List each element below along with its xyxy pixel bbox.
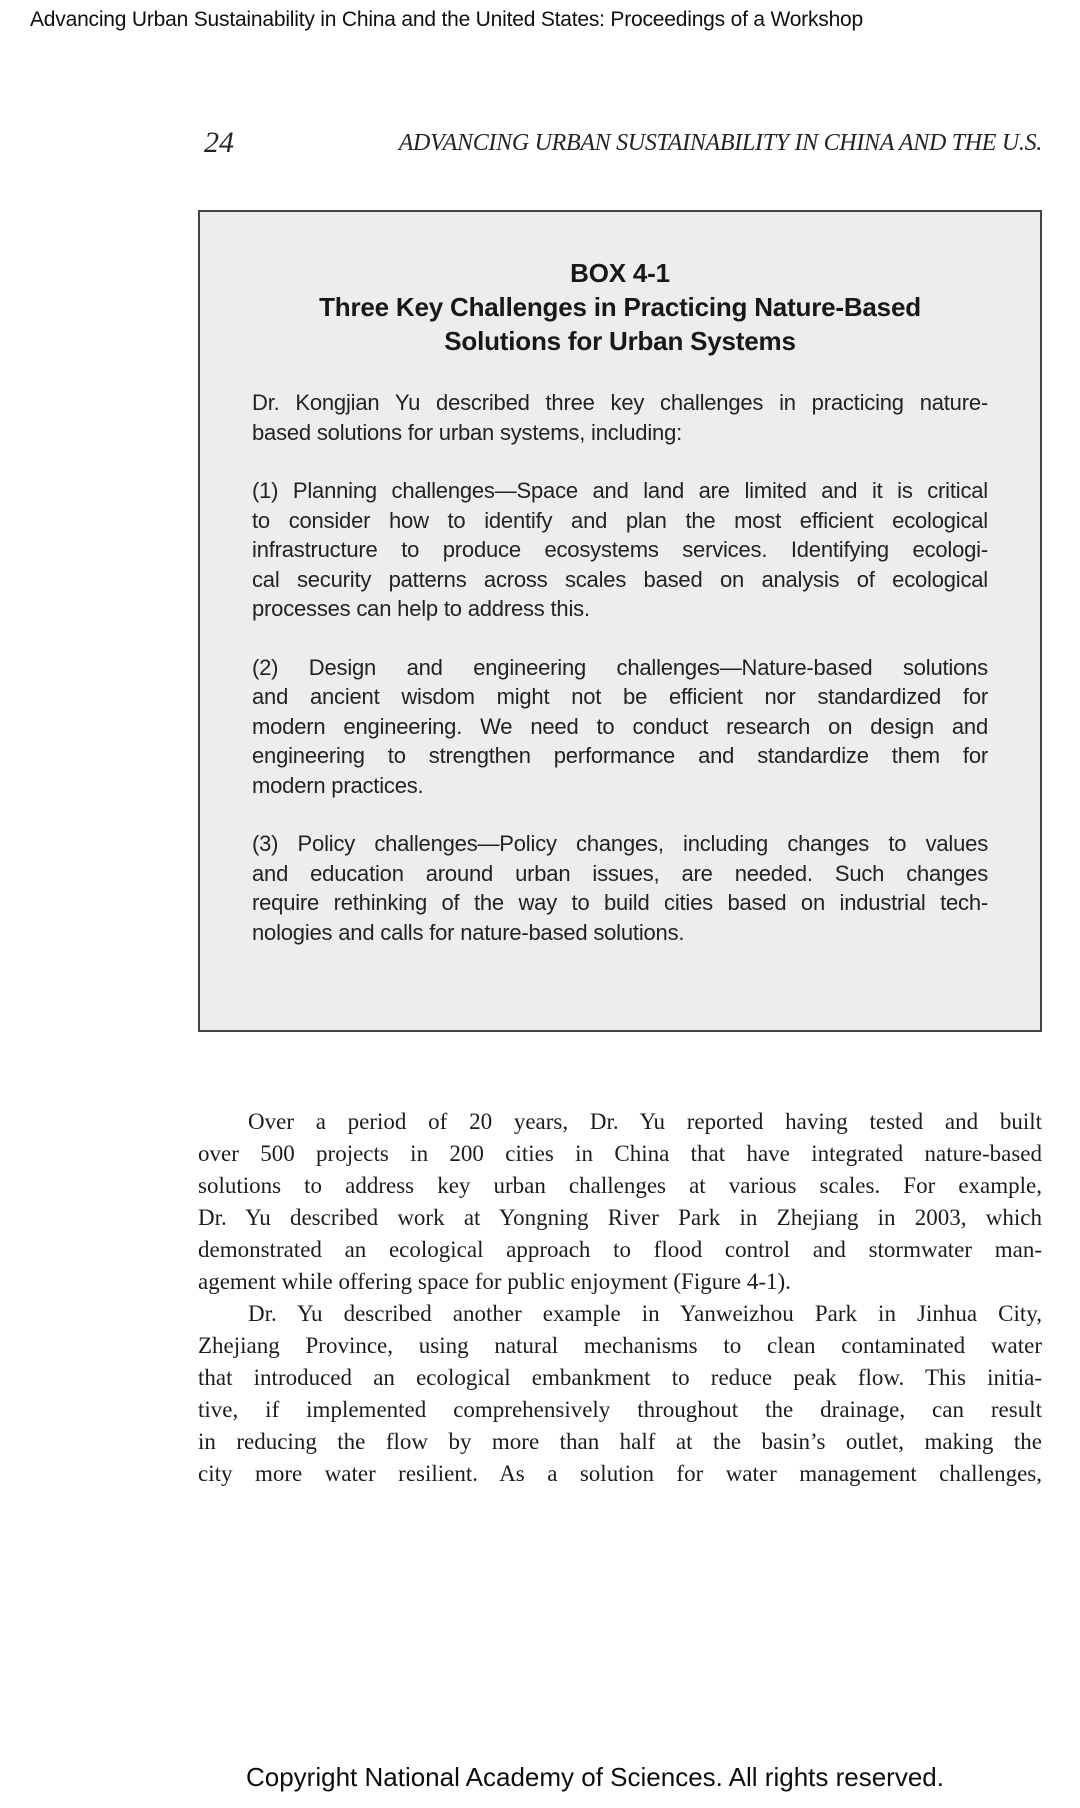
text-line: Dr. Kongjian Yu described three key challenges in practicing nature- bbox=[252, 390, 988, 415]
text-line: and education around urban issues, are needed. Such changes bbox=[252, 860, 988, 886]
text-line: Zhejiang Province, using natural mechanisms to clean contaminated water bbox=[198, 1333, 1042, 1358]
page-number: 24 bbox=[204, 126, 234, 159]
text-line: engineering to strengthen performance and standardize them for bbox=[252, 743, 988, 768]
text-line: and ancient wisdom might not be efficient nor standardized for bbox=[252, 684, 988, 709]
text-line: (2) Design and engineering challenges—Nature-based solutions bbox=[252, 654, 988, 680]
text-line: (1) Planning challenges—Space and land are limited and it is critical bbox=[252, 478, 988, 503]
text-line: demonstrated an ecological approach to flood control and stormwater man- bbox=[198, 1237, 1042, 1262]
text-line: Over a period of 20 years, Dr. Yu reported having tested and built bbox=[248, 1109, 1042, 1134]
running-head: ADVANCING URBAN SUSTAINABILITY IN CHINA AND THE U.S. bbox=[398, 130, 1042, 156]
text-line: tive, if implemented comprehensively throughout the drainage, can result bbox=[198, 1397, 1042, 1422]
text-line: BOX 4-1 bbox=[570, 258, 670, 288]
copyright-footer: Copyright National Academy of Sciences. All rights reserved. bbox=[245, 1762, 944, 1792]
text-line: solutions to address key urban challenges at various scales. For example, bbox=[198, 1173, 1042, 1198]
text-line: require rethinking of the way to build cities based on industrial tech- bbox=[252, 890, 988, 915]
box-item-1-planning-challenges bbox=[252, 476, 988, 624]
watermark-header: Advancing Urban Sustainability in China and the United States: Proceedings of a Workshop bbox=[30, 8, 864, 31]
body-paragraph-2 bbox=[198, 1298, 1042, 1490]
box-item-2-design-engineering-challenges bbox=[252, 653, 988, 801]
box-title bbox=[252, 256, 988, 358]
text-line: Solutions for Urban Systems bbox=[444, 326, 796, 356]
text-line: infrastructure to produce ecosystems services. Identifying ecologi- bbox=[252, 537, 988, 562]
text-line: processes can help to address this. bbox=[252, 596, 590, 621]
text-line: cal security patterns across scales based on analysis of ecological bbox=[252, 566, 988, 592]
box-item-3-policy-challenges bbox=[252, 829, 988, 947]
text-line: Dr. Yu described work at Yongning River Park in Zhejiang in 2003, which bbox=[198, 1205, 1042, 1230]
running-head-row bbox=[198, 118, 1042, 158]
text-line: Three Key Challenges in Practicing Nature-Based bbox=[319, 292, 921, 322]
text-line: to consider how to identify and plan the most efficient ecological bbox=[252, 507, 988, 533]
text-line: (3) Policy challenges—Policy changes, including changes to values bbox=[252, 831, 988, 856]
text-line: in reducing the flow by more than half at the basin’s outlet, making the bbox=[198, 1429, 1042, 1454]
text-line: over 500 projects in 200 cities in China that have integrated nature-based bbox=[198, 1141, 1042, 1166]
box-intro-paragraph bbox=[252, 388, 988, 447]
body-text bbox=[198, 1106, 1042, 1490]
text-line: Dr. Yu described another example in Yanweizhou Park in Jinhua City, bbox=[248, 1301, 1042, 1326]
text-line: that introduced an ecological embankment to reduce peak flow. This initia- bbox=[198, 1365, 1042, 1390]
text-line: modern engineering. We need to conduct research on design and bbox=[252, 713, 988, 739]
box-4-1 bbox=[198, 210, 1042, 1032]
text-line: agement while offering space for public enjoyment (Figure 4-1). bbox=[198, 1269, 791, 1294]
body-paragraph-1 bbox=[198, 1106, 1042, 1298]
text-line: city more water resilient. As a solution for water management challenges, bbox=[198, 1461, 1042, 1486]
text-line: nologies and calls for nature-based solutions. bbox=[252, 919, 685, 945]
text-line: based solutions for urban systems, including: bbox=[252, 419, 683, 445]
text-line: modern practices. bbox=[252, 772, 424, 798]
